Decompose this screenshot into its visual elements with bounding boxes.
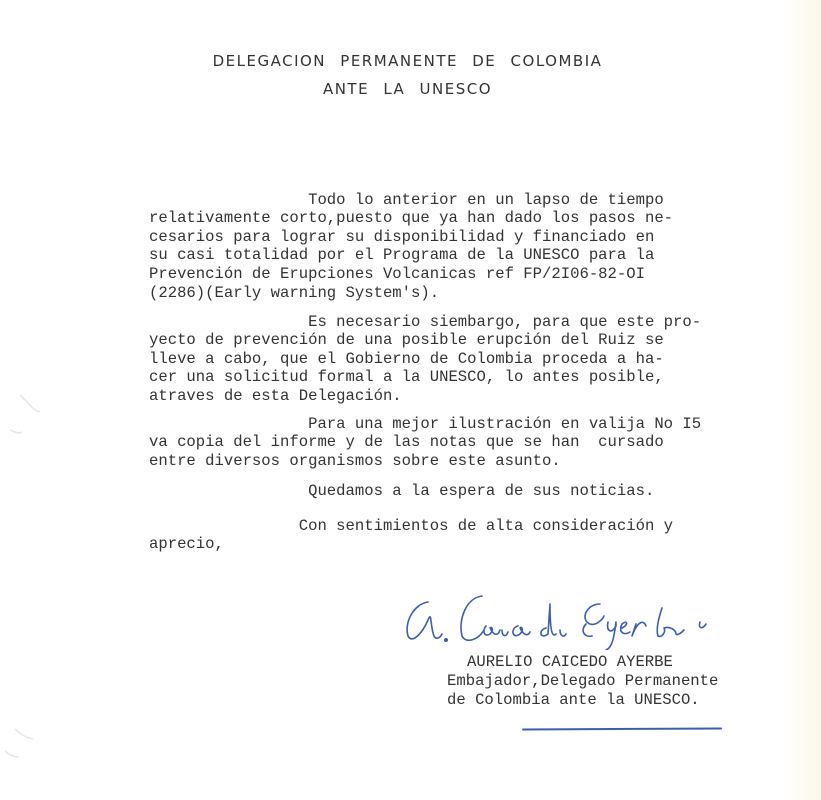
text-line: (2286)(Early warning System's). [149, 283, 440, 302]
text-line: aprecio, [149, 535, 224, 554]
paper-edge [781, 0, 821, 800]
text-line: Con sentimientos de alta consideración y [149, 516, 674, 535]
text-line: yecto de prevención de una posible erupción del Ruiz se [149, 331, 664, 350]
letterhead-line-1: DELEGACION PERMANENTE DE COLOMBIA [212, 52, 603, 70]
text-line: entre diversos organismos sobre este asunto. [149, 451, 561, 470]
text-line: relativamente corto,puesto que ya han dado los pasos ne- [149, 209, 674, 228]
text-line: cesarios para lograr su disponibilidad y financiado en [149, 227, 655, 246]
text-line: su casi totalidad por el Programa de la UNESCO para la [149, 246, 655, 265]
letterhead-line-2: ANTE LA UNESCO [322, 80, 493, 98]
signatory-title-line-1: Embajador,Delegado Permanente [447, 672, 719, 690]
scan-smudge [10, 390, 50, 440]
text-line: Quedamos a la espera de sus noticias. [149, 481, 655, 500]
signatory-name: AURELIO CAICEDO AYERBE [467, 653, 673, 671]
paragraph-5-closing [149, 498, 673, 572]
scan-smudge [5, 725, 45, 765]
text-line: Para una mejor ilustración en valija No I5 [149, 414, 702, 433]
signatory-title-line-2: de Colombia ante la UNESCO. [447, 691, 700, 709]
text-line: Es necesario siembargo, para que este pro- [149, 312, 702, 331]
text-line: Prevención de Erupciones Volcanicas ref FP/2I06-82-OI [149, 264, 645, 283]
signature-underline [522, 727, 722, 730]
text-line: cer una solicitud formal a la UNESCO, lo antes posible, [149, 368, 664, 387]
text-line: lleve a cabo, que el Gobierno de Colombia proceda a ha- [149, 349, 664, 368]
text-line: va copia del informe y de las notas que se han cursado [149, 433, 664, 452]
text-line: atraves de esta Delegación. [149, 386, 402, 405]
handwritten-signature [400, 590, 740, 650]
text-line: Todo lo anterior en un lapso de tiempo [149, 190, 664, 209]
